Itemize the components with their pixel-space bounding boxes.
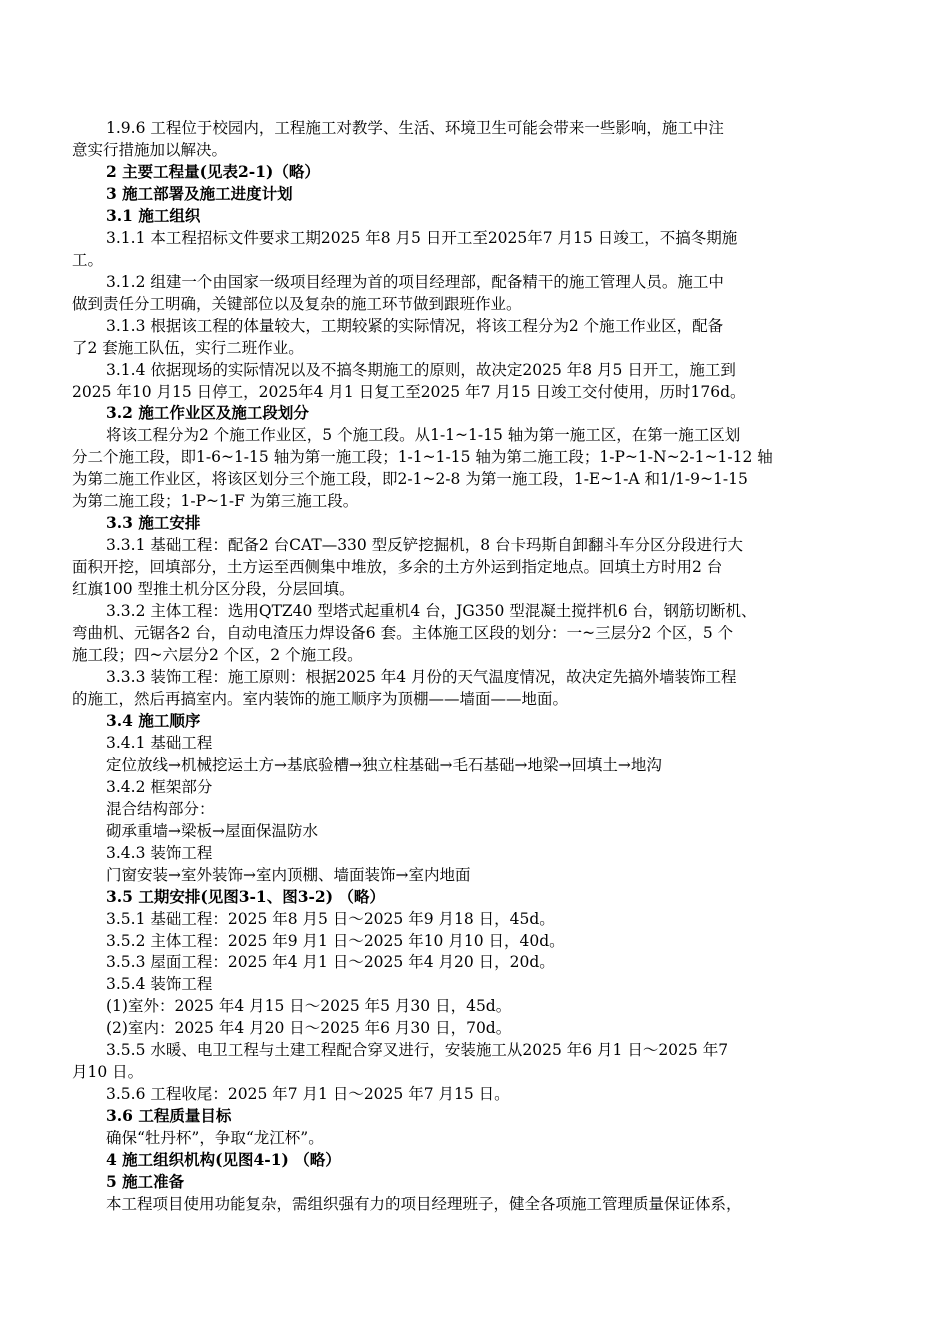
text-line: 5 施工准备: [106, 1172, 185, 1192]
text-line: 为第二施工作业区，将该区划分三个施工段，即2-1~2-8 为第一施工段，1-E~1-A 和1/1-9~1-15: [72, 470, 748, 489]
text-line: 3.5 工期安排(见图3-1、图3-2) （略）: [106, 886, 385, 906]
text-line: 定位放线→机械挖运土方→基底验槽→独立柱基础→毛石基础→地梁→回填土→地沟: [106, 755, 662, 774]
text-line: 3.3.3 装饰工程：施工原则：根据2025 年4 月份的天气温度情况，故决定先搞外墙装饰工程: [106, 668, 737, 686]
text-line: 3.3.2 主体工程：选用QTZ40 型塔式起重机4 台，JG350 型混凝土搅拌机6 台，钢筋切断机、: [106, 602, 757, 621]
text-line: 了2 套施工队伍，实行二班作业。: [72, 338, 304, 357]
text-line: 将该工程分为2 个施工作业区，5 个施工段。从1-1~1-15 轴为第一施工区，在第一施工区划: [106, 426, 741, 445]
text-line: 3.5.1 基础工程：2025 年8 月5 日～2025 年9 月18 日，45d。: [106, 909, 555, 928]
text-line: 3.1 施工组织: [106, 205, 201, 225]
text-line: 3.3.1 基础工程：配备2 台CAT—330 型反铲挖掘机，8 台卡玛斯自卸翻斗车分区分段进行大: [106, 536, 744, 555]
text-line: 砌承重墙→梁板→屋面保温防水: [106, 821, 318, 840]
text-line: 施工段；四~六层分2 个区，2 个施工段。: [72, 646, 363, 665]
text-line: 4 施工组织机构(见图4-1) （略）: [106, 1150, 341, 1170]
text-line: 做到责任分工明确，关键部位以及复杂的施工环节做到跟班作业。: [72, 294, 522, 313]
text-line: 3.5.4 装饰工程: [106, 975, 213, 994]
text-line: 2025 年10 月15 日停工，2025年4 月1 日复工至2025 年7 月15 日竣工交付使用，历时176d。: [72, 382, 746, 401]
text-line: 2 主要工程量(见表2-1)（略）: [106, 161, 320, 181]
text-line: 月10 日。: [72, 1063, 144, 1082]
text-line: 3.1.3 根据该工程的体量较大，工期较紧的实际情况，将该工程分为2 个施工作业区，配备: [106, 316, 724, 335]
text-line: 3.5.2 主体工程：2025 年9 月1 日～2025 年10 月10 日，40d。: [106, 931, 565, 950]
text-line: 确保“牡丹杯”，争取“龙江杯”。: [106, 1129, 324, 1148]
text-line: 本工程项目使用功能复杂，需组织强有力的项目经理班子，健全各项施工管理质量保证体系，: [106, 1195, 742, 1214]
text-line: 3.1.1 本工程招标文件要求工期2025 年8 月5 日开工至2025年7 月15 日竣工，不搞冬期施: [106, 228, 738, 247]
text-line: 混合结构部分：: [106, 799, 215, 818]
text-line: 分二个施工段，即1-6~1-15 轴为第一施工段；1-1~1-15 轴为第二施工段；1-P~1-N~2-1~1-12 轴: [72, 448, 773, 467]
text-line: 门窗安装→室外装饰→室内顶棚、墙面装饰→室内地面: [106, 865, 471, 884]
text-line: 3.2 施工作业区及施工段划分: [106, 403, 309, 423]
text-line: 3.5.5 水暖、电卫工程与土建工程配合穿叉进行，安装施工从2025 年6 月1 日～2025 年7: [106, 1041, 729, 1060]
text-line: 3.4.2 框架部分: [106, 777, 213, 796]
text-line: 3.1.2 组建一个由国家一级项目经理为首的项目经理部，配备精干的施工管理人员。施工中: [106, 272, 724, 291]
text-line: 3.4 施工顺序: [106, 710, 201, 730]
text-line: 工。: [72, 250, 104, 269]
text-line: 红旗100 型推土机分区分段，分层回填。: [72, 580, 355, 599]
text-line: 3.1.4 依据现场的实际情况以及不搞冬期施工的原则，故决定2025 年8 月5 日开工，施工到: [106, 360, 736, 379]
text-line: 1.9.6 工程位于校园内，工程施工对教学、生活、环境卫生可能会带来一些影响，施工中注: [106, 119, 724, 137]
text-line: 弯曲机、元锯各2 台，自动电渣压力焊设备6 套。主体施工区段的划分：一~三层分2 个区，5 个: [72, 624, 734, 643]
text-line: 3 施工部署及施工进度计划: [106, 183, 293, 203]
text-line: 3.6 工程质量目标: [106, 1106, 232, 1126]
text-line: (2)室内：2025 年4 月20 日～2025 年6 月30 日，70d。: [106, 1019, 512, 1038]
text-line: 为第二施工段；1-P~1-F 为第三施工段。: [72, 492, 359, 511]
text-line: 3.5.6 工程收尾：2025 年7 月1 日～2025 年7 月15 日。: [106, 1085, 510, 1104]
text-line: 意实行措施加以解决。: [72, 140, 228, 159]
text-line: 3.5.3 屋面工程：2025 年4 月1 日～2025 年4 月20 日，20d。: [106, 953, 555, 972]
text-line: 3.3 施工安排: [106, 513, 201, 533]
text-line: 面积开挖，回填部分，土方运至西侧集中堆放，多余的土方外运到指定地点。回填土方时用2 台: [72, 558, 723, 577]
text-line: 3.4.1 基础工程: [106, 733, 213, 752]
text-line: 的施工，然后再搞室内。室内装饰的施工顺序为顶棚——墙面——地面。: [72, 689, 569, 708]
text-line: (1)室外：2025 年4 月15 日～2025 年5 月30 日，45d。: [106, 997, 512, 1016]
text-line: 3.4.3 装饰工程: [106, 843, 213, 862]
